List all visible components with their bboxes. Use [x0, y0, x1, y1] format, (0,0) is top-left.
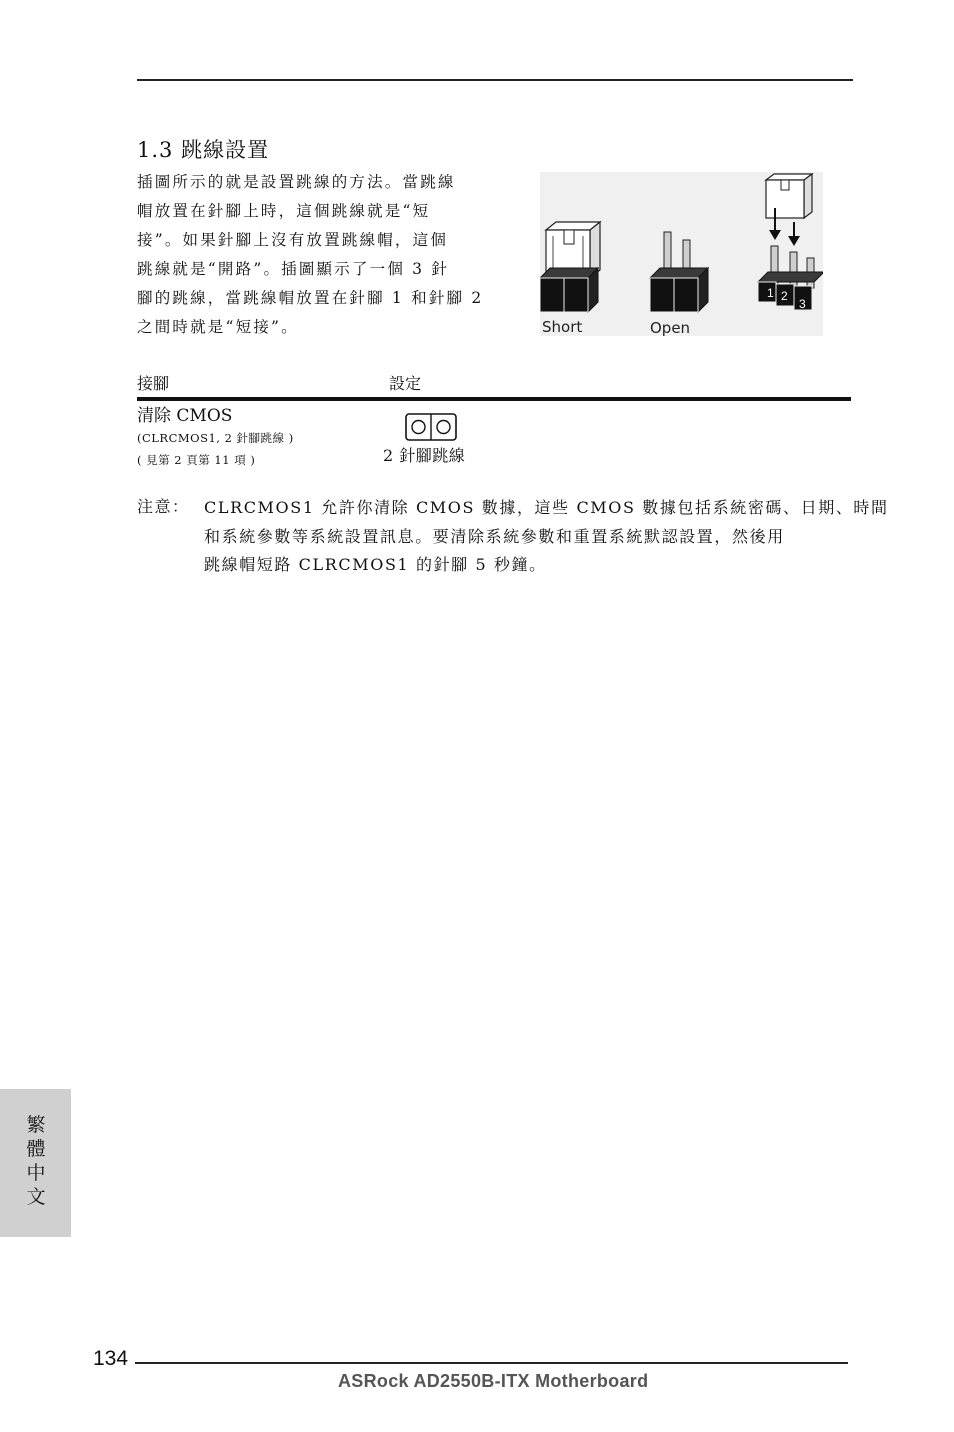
table-header-pin: 接腳: [137, 374, 170, 393]
pin-label-3: 3: [799, 297, 806, 311]
intro-line: 腳的跳線，當跳線帽放置在針腳 1 和針腳 2: [137, 289, 484, 307]
intro-line: 接”。如果針腳上沒有放置跳線帽，這個: [137, 231, 449, 249]
table-row-setting: 2 針腳跳線: [383, 446, 466, 465]
intro-paragraph: [137, 168, 499, 342]
table-header-setting: 設定: [389, 374, 422, 393]
table-header-rule: [137, 397, 851, 401]
section-title: 1.3 跳線設置: [137, 138, 270, 162]
two-pin-jumper-icon: [405, 413, 457, 441]
table-row-subtitle: (CLRCMOS1, 2 針腳跳線 ): [137, 431, 294, 445]
note-line: 和系統參數等系統設置訊息。要清除系統參數和重置系統默認設置，然後用: [204, 526, 785, 546]
open-jumper-illustration: [650, 232, 708, 312]
page-number: 134: [93, 1347, 129, 1370]
jumper-diagram: [540, 172, 823, 336]
jumper-diagram-svg: [540, 172, 823, 336]
footer-product-name: ASRock AD2550B-ITX Motherboard: [338, 1371, 649, 1391]
table-row-name: 清除 CMOS: [137, 406, 233, 426]
intro-line: 帽放置在針腳上時，這個跳線就是“短: [137, 202, 431, 220]
pin-label-1: 1: [767, 286, 774, 300]
note-line: 跳線帽短路 CLRCMOS1 的針腳 5 秒鐘。: [204, 555, 547, 574]
footer-rule: [135, 1362, 848, 1364]
short-label: Short: [542, 318, 583, 336]
note-label: 注意：: [137, 497, 190, 516]
open-label: Open: [650, 319, 691, 336]
top-rule: [137, 79, 853, 81]
pin-label-2: 2: [781, 289, 788, 303]
intro-line: 跳線就是“開路”。插圖顯示了一個 3 針: [137, 260, 450, 278]
table-row-reference: ( 見第 2 頁第 11 項 ): [137, 453, 256, 467]
language-side-tab-label: 繁體中文: [26, 1114, 46, 1208]
intro-line: 之間時就是“短接”。: [137, 318, 299, 336]
note-body: [204, 494, 889, 580]
short-jumper-illustration: [540, 222, 600, 312]
note-line: CLRCMOS1 允許你清除 CMOS 數據，這些 CMOS 數據包括系統密碼、日期、時間: [204, 498, 889, 517]
language-side-tab: [0, 1089, 71, 1237]
intro-line: 插圖所示的就是設置跳線的方法。當跳線: [137, 173, 456, 191]
